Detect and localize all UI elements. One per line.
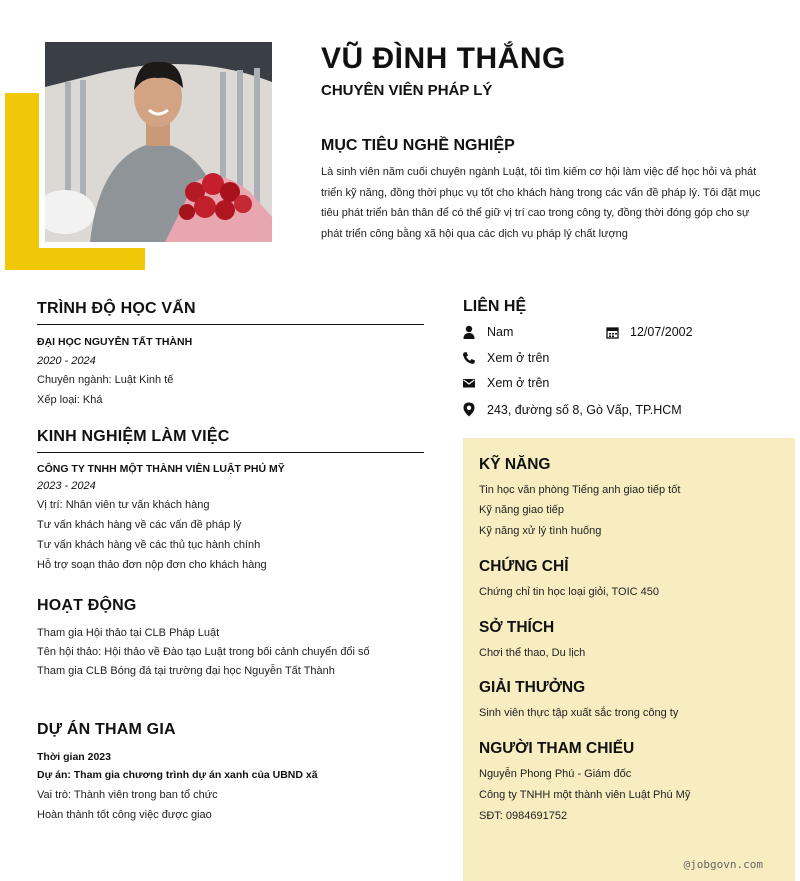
mail-icon (462, 376, 476, 390)
phone-value: Xem ở trên (487, 351, 550, 365)
experience-divider (37, 452, 424, 453)
objective-heading: MỤC TIÊU NGHỀ NGHIỆP (321, 137, 515, 154)
birthday-value: 12/07/2002 (630, 325, 693, 339)
contact-heading: LIÊN HỆ (463, 298, 527, 315)
activities-section (37, 597, 424, 677)
objective-text: Là sinh viên năm cuối chuyên ngành Luật, tôi tìm kiếm cơ hội làm việc để học hỏi và phát triển kỹ năng, đồng thời phục vụ tốt cho khách hàng trong các vấn đề pháp lý. Tôi đặt mục tiêu phát triển bản thân để có thể giữ vị trí cao trong công ty, đồng thời đóng góp cho sự phát triển công bằng xã hội qua các dịch vụ pháp lý chất lượng (321, 166, 761, 240)
education-school: ĐẠI HỌC NGUYỄN TẤT THÀNH (37, 336, 193, 348)
activity-line: Tham gia Hội thảo tại CLB Pháp Luật (37, 627, 220, 639)
experience-line: Vị trí: Nhân viên tư vấn khách hàng (37, 499, 210, 511)
award-item: Sinh viên thực tập xuất sắc trong công ty (479, 707, 679, 719)
project-line: Hoàn thành tốt công việc được giao (37, 809, 212, 821)
project-time: Thời gian 2023 (37, 751, 111, 763)
reference-line: Công ty TNHH một thành viên Luật Phú Mỹ (479, 789, 691, 801)
certificates-heading: CHỨNG CHỈ (479, 558, 569, 575)
watermark: @jobgovn.com (683, 858, 763, 871)
skill-item: Tin học văn phòng Tiếng anh giao tiếp tốt (479, 484, 681, 496)
projects-heading: DỰ ÁN THAM GIA (37, 721, 176, 738)
skills-heading: KỸ NĂNG (479, 456, 551, 473)
education-major: Chuyên ngành: Luật Kinh tế (37, 374, 174, 386)
experience-period: 2023 - 2024 (37, 480, 96, 492)
project-name: Dự án: Tham gia chương trình dự án xanh của UBND xã (37, 769, 318, 781)
reference-line: Nguyễn Phong Phú - Giám đốc (479, 768, 632, 780)
email-value: Xem ở trên (487, 376, 550, 390)
person-icon (462, 325, 476, 339)
education-grade: Xếp loại: Khá (37, 394, 103, 406)
education-heading: TRÌNH ĐỘ HỌC VẤN (37, 300, 196, 317)
phone-icon (462, 351, 476, 365)
certificate-item: Chứng chỉ tin học loại giỏi, TOIC 450 (479, 586, 660, 598)
experience-heading: KINH NGHIỆM LÀM VIỆC (37, 428, 230, 445)
education-section (37, 300, 424, 406)
address-value: 243, đường số 8, Gò Vấp, TP.HCM (487, 402, 682, 417)
candidate-name: VŨ ĐÌNH THẮNG (321, 42, 566, 75)
contact-birthday (606, 325, 693, 339)
contact-address (462, 402, 682, 417)
activity-line: Tham gia CLB Bóng đá tại trường đại học Nguyễn Tất Thành (37, 665, 335, 677)
contact-gender (462, 325, 513, 339)
experience-line: Hỗ trợ soạn thảo đơn nộp đơn cho khách hàng (37, 559, 267, 571)
contact-email (462, 376, 549, 390)
activities-heading: HOẠT ĐỘNG (37, 597, 137, 614)
calendar-icon (606, 326, 619, 339)
gender-value: Nam (487, 325, 514, 339)
reference-line: SĐT: 0984691752 (479, 810, 568, 822)
experience-section (37, 428, 424, 571)
references-heading: NGƯỜI THAM CHIẾU (479, 740, 635, 757)
skill-item: Kỹ năng xử lý tình huống (479, 525, 602, 537)
hobby-item: Chơi thể thao, Du lịch (479, 647, 586, 659)
activity-line: Tên hội thảo: Hội thảo về Đào tạo Luật trong bối cảnh chuyển đổi số (37, 646, 370, 658)
experience-line: Tư vấn khách hàng về các thủ tục hành chính (37, 539, 261, 551)
project-line: Vai trò: Thành viên trong ban tổ chức (37, 789, 218, 801)
education-divider (37, 324, 424, 325)
skills-panel (463, 438, 795, 881)
location-pin-icon (462, 402, 476, 417)
profile-photo (45, 42, 272, 242)
job-title: CHUYÊN VIÊN PHÁP LÝ (321, 82, 493, 99)
projects-section (37, 721, 424, 821)
contact-phone (462, 351, 549, 365)
hobbies-heading: SỞ THÍCH (479, 619, 555, 636)
awards-heading: GIẢI THƯỞNG (479, 679, 586, 696)
education-period: 2020 - 2024 (37, 355, 96, 367)
experience-line: Tư vấn khách hàng về các vấn đề pháp lý (37, 519, 242, 531)
skill-item: Kỹ năng giao tiếp (479, 504, 565, 516)
experience-company: CÔNG TY TNHH MỘT THÀNH VIÊN LUẬT PHÚ MỸ (37, 463, 285, 475)
